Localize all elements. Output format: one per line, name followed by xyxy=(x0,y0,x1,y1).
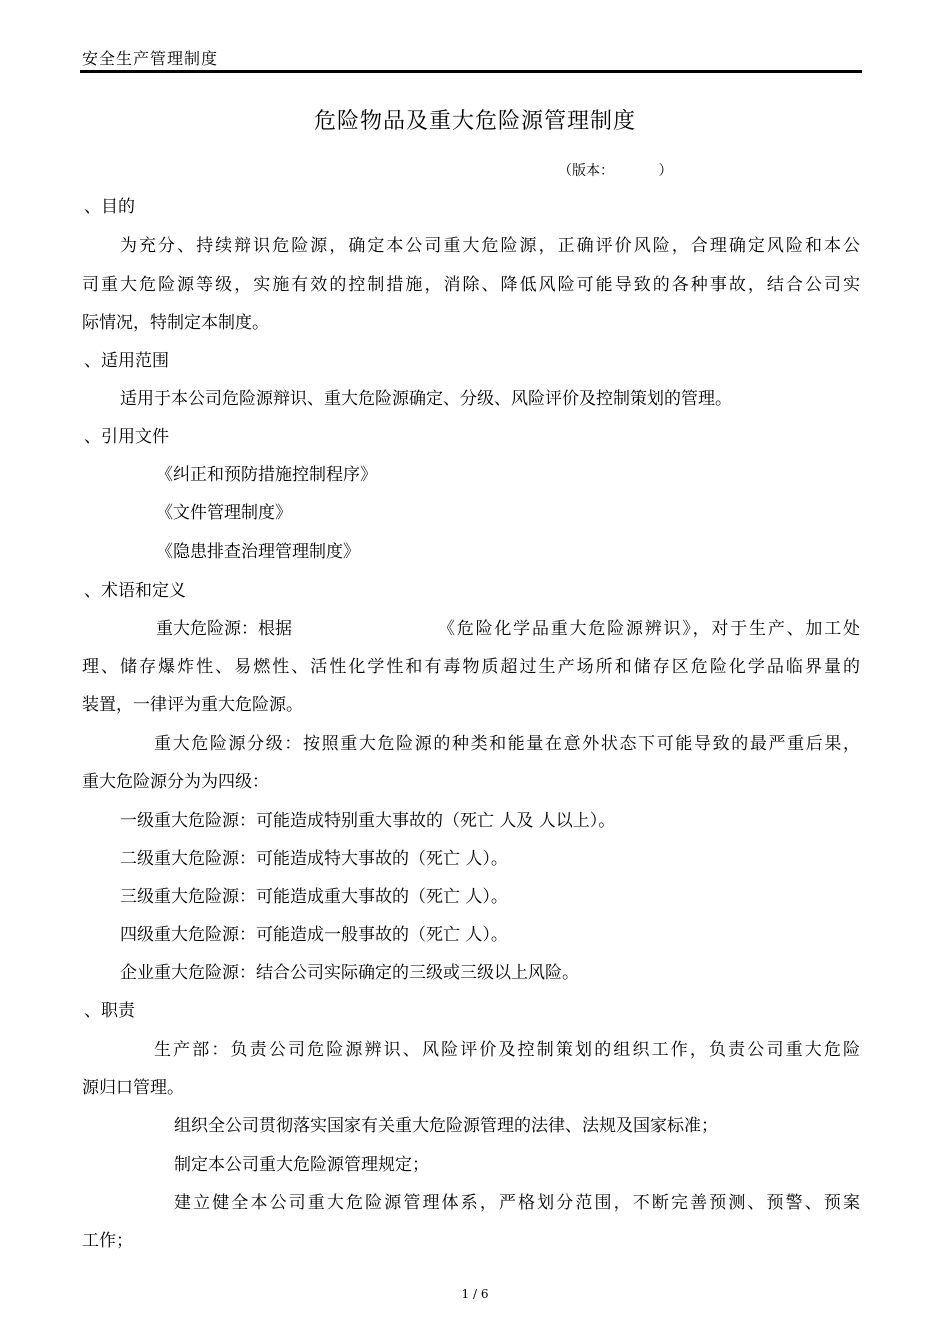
section-heading-duties: 、职责 xyxy=(84,1001,135,1021)
grade-item: 一级重大危险源：可能造成特别重大事故的（死亡 人及 人以上）。 xyxy=(120,811,616,831)
scope-line: 适用于本公司危险源辩识、重大危险源确定、分级、风险评价及控制策划的管理。 xyxy=(120,389,732,409)
section-heading-terms: 、术语和定义 xyxy=(84,581,186,601)
duty-item: 组织全公司贯彻落实国家有关重大危险源管理的法律、法规及国家标准； xyxy=(174,1116,718,1136)
grading-intro-line-2: 重大危险源分为为四级： xyxy=(82,772,269,792)
section-heading-purpose: 、目的 xyxy=(84,197,135,217)
grade-item: 二级重大危险源：可能造成特大事故的（死亡 人）。 xyxy=(120,849,508,869)
section-heading-references: 、引用文件 xyxy=(84,427,169,447)
purpose-line-1: 为充分、持续辩识危险源，确定本公司重大危险源，正确评价风险，合理确定风险和本公 xyxy=(120,236,860,256)
header-rule xyxy=(80,70,862,73)
term-definition-label: 重大危险源：根据 xyxy=(156,619,292,639)
term-definition-line-3: 装置，一律评为重大危险源。 xyxy=(82,695,303,715)
reference-item: 《文件管理制度》 xyxy=(156,503,292,523)
purpose-line-3: 际情况，特制定本制度。 xyxy=(82,313,269,333)
grade-item: 四级重大危险源：可能造成一般事故的（死亡 人）。 xyxy=(120,925,508,945)
grading-intro-line-1: 重大危险源分级：按照重大危险源的种类和能量在意外状态下可能导致的最严重后果， xyxy=(154,734,860,754)
purpose-line-2: 司重大危险源等级，实施有效的控制措施，消除、降低风险可能导致的各种事故，结合公司实 xyxy=(82,275,860,295)
page-number: 1 / 6 xyxy=(461,1287,489,1301)
reference-item: 《纠正和预防措施控制程序》 xyxy=(156,465,377,485)
grade-item: 企业重大危险源：结合公司实际确定的三级或三级以上风险。 xyxy=(120,963,579,983)
duty-item-continuation: 工作； xyxy=(82,1231,133,1251)
version-label: （版本： ） xyxy=(558,163,673,179)
grade-item: 三级重大危险源：可能造成重大事故的（死亡 人）。 xyxy=(120,887,508,907)
duty-item: 建立健全本公司重大危险源管理体系，严格划分范围，不断完善预测、预警、预案 xyxy=(174,1193,860,1213)
reference-item: 《隐患排查治理管理制度》 xyxy=(156,542,360,562)
section-heading-scope: 、适用范围 xyxy=(84,351,169,371)
duty-production-line-2: 源归口管理。 xyxy=(82,1078,184,1098)
running-header: 安全生产管理制度 xyxy=(82,49,219,68)
term-definition-text: 《危险化学品重大危险源辨识》，对于生产、加工处 xyxy=(438,619,860,639)
duty-item: 制定本公司重大危险源管理规定； xyxy=(174,1155,429,1175)
term-definition-line-2: 理、储存爆炸性、易燃性、活性化学性和有毒物质超过生产场所和储存区危险化学品临界量的 xyxy=(82,657,860,677)
document-title: 危险物品及重大危险源管理制度 xyxy=(313,109,636,134)
duty-production-line-1: 生产部：负责公司危险源辨识、风险评价及控制策划的组织工作，负责公司重大危险 xyxy=(154,1040,860,1060)
